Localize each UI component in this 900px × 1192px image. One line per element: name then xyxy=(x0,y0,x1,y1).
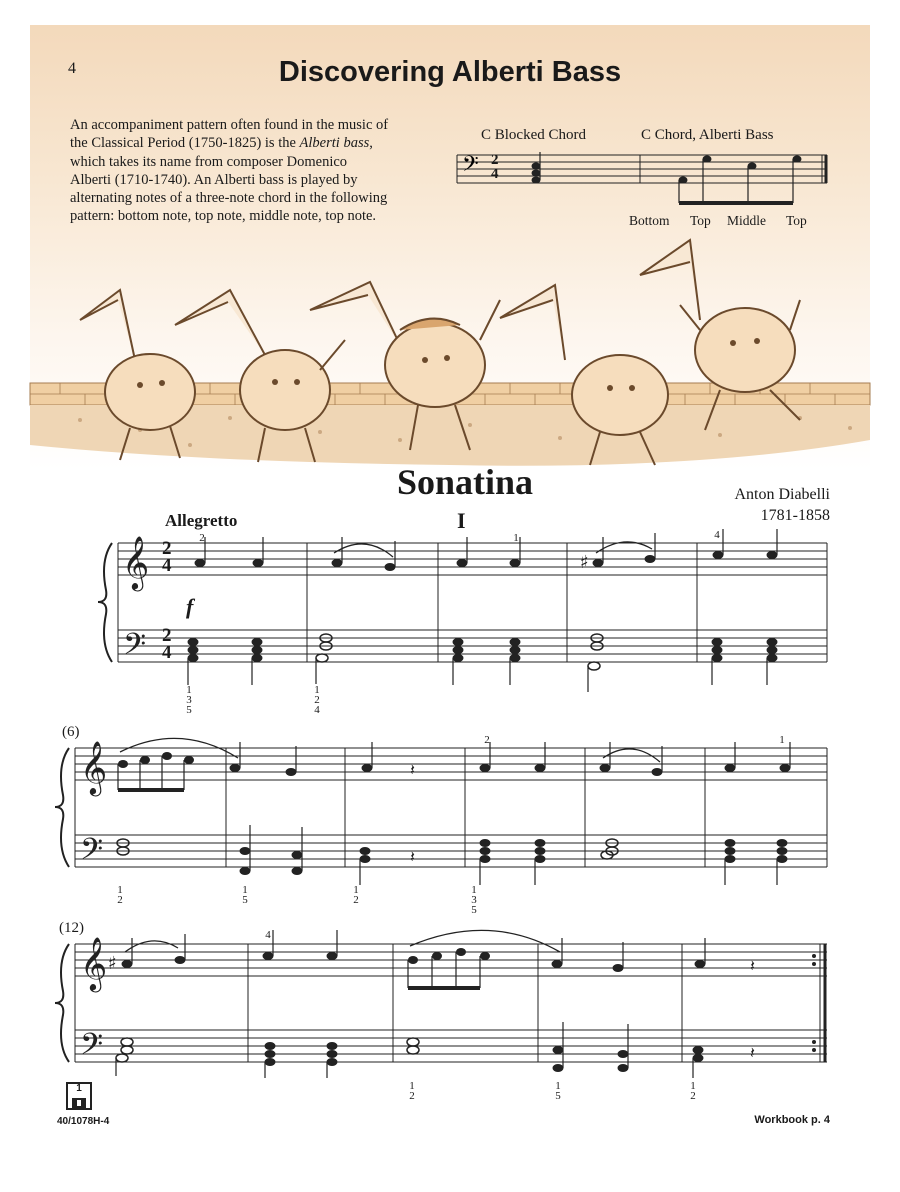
intro-text-1: An accompaniment pattern often found in the music of the Classical Period (1750-1825) is the xyxy=(70,117,389,152)
svg-text:𝄞: 𝄞 xyxy=(122,535,150,589)
lh-fingering: 1 2 xyxy=(690,1080,696,1102)
rh-fingering: 1 xyxy=(513,532,519,544)
rh-fingering: 1 xyxy=(779,734,785,746)
tempo-marking: Allegretto xyxy=(165,511,238,530)
treble-time-top: 2 xyxy=(162,538,172,559)
movement-number: I xyxy=(457,508,466,533)
rh-fingering: 4 xyxy=(265,929,271,941)
piece-title: Sonatina xyxy=(396,462,534,502)
svg-text:𝄽: 𝄽 xyxy=(410,847,415,866)
catalog-number: 40/1078H-4 xyxy=(57,1116,110,1127)
svg-text:𝄢: 𝄢 xyxy=(80,833,104,874)
svg-text:𝄞: 𝄞 xyxy=(80,936,108,990)
note-label-middle: Middle xyxy=(727,213,766,228)
workbook-reference: Workbook p. 4 xyxy=(754,1114,830,1126)
bass-time-top: 2 xyxy=(162,625,172,646)
composer-name: Anton Diabelli xyxy=(734,486,830,503)
note-label-top-1: Top xyxy=(690,213,711,228)
rh-fingering: 2 xyxy=(484,734,490,746)
page-number: 4 xyxy=(68,60,76,77)
svg-text:♯: ♯ xyxy=(108,953,117,974)
note-label-bottom: Bottom xyxy=(629,213,670,228)
page-title: Discovering Alberti Bass xyxy=(278,56,622,88)
track-number: 1 xyxy=(76,1083,82,1094)
lh-fingering: 1 5 xyxy=(242,884,248,906)
svg-text:𝄢: 𝄢 xyxy=(123,628,147,669)
lh-fingering: 1 3 5 xyxy=(471,884,477,916)
lh-fingering: 1 2 xyxy=(409,1080,415,1102)
bass-time-bottom: 4 xyxy=(162,642,172,663)
blocked-chord-label: C Blocked Chord xyxy=(481,127,586,143)
svg-text:𝄽: 𝄽 xyxy=(750,956,755,975)
intro-italic-term: Alberti bass xyxy=(299,135,370,152)
svg-text:𝄢: 𝄢 xyxy=(80,1028,104,1069)
svg-text:𝄞: 𝄞 xyxy=(80,740,108,794)
svg-text:𝄢: 𝄢 xyxy=(462,152,479,182)
dynamic-forte: f xyxy=(186,594,194,619)
lh-fingering: 1 2 xyxy=(353,884,359,906)
svg-text:𝄽: 𝄽 xyxy=(410,760,415,779)
intro-text-2: , which takes its name from composer Domenico Alberti (1710-1740). An Alberti bass is played by alternating notes of a three-note chord in the following pattern: bottom note, top note, middle note, top note. xyxy=(70,135,388,225)
svg-text:𝄽: 𝄽 xyxy=(750,1043,755,1062)
lh-fingering: 1 2 4 xyxy=(314,684,320,716)
example-time-top: 2 xyxy=(491,152,499,168)
audio-track-disk-icon[interactable] xyxy=(66,1082,92,1110)
treble-time-bottom: 4 xyxy=(162,555,172,576)
rh-fingering: 2 xyxy=(199,532,205,544)
note-label-top-2: Top xyxy=(786,213,807,228)
lh-fingering: 1 5 xyxy=(555,1080,561,1102)
lh-fingering: 1 2 xyxy=(117,884,123,906)
measure-number-6: (6) xyxy=(62,724,80,740)
lh-fingering: 1 3 5 xyxy=(186,684,192,716)
treble-time-signature xyxy=(162,540,172,574)
measure-number-12: (12) xyxy=(59,920,84,936)
rh-fingering: 4 xyxy=(714,529,720,541)
alberti-bass-label: C Chord, Alberti Bass xyxy=(641,127,774,143)
bass-time-signature xyxy=(162,627,172,661)
composer-dates: 1781-1858 xyxy=(760,507,830,524)
example-time-bottom: 4 xyxy=(491,166,499,182)
svg-text:♯: ♯ xyxy=(580,552,589,573)
